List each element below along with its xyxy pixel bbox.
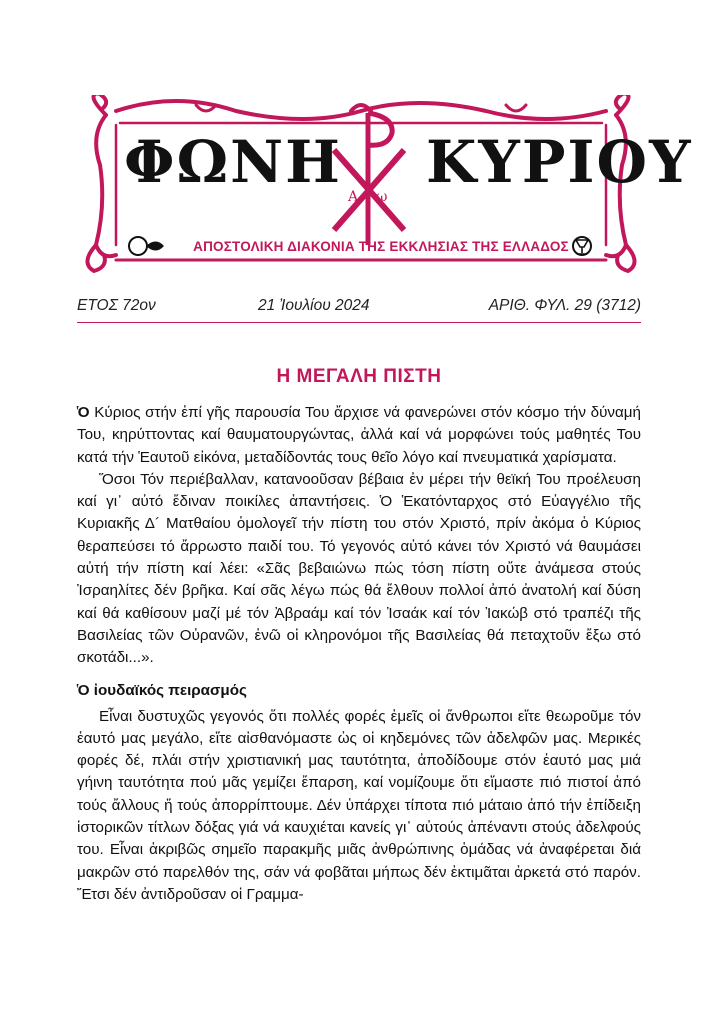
fish-symbol-icon [129, 237, 164, 255]
drop-initial: Ὁ [77, 404, 90, 421]
paragraph: Ὅσοι Τόν περιέβαλλαν, κατανοοῦσαν βέβαια ἐν μέρει τήν θεϊκή Του προέλευση καί γι᾽ αὐτό ἔδιναν ποικίλες ἀπαντήσεις. Ὁ Ἑκατόνταρχος στό Εὐαγγέλιο τῆς Κυριακῆς Δ´ Ματθαίου ὁμολογεῖ τήν πίστη του στόν Χριστό, πρίν ἀκόμα ὁ Κύριος θεραπεύσει τό ἄρρωστο παιδί του. Τό γεγονός αὐτό κάνει τόν Χριστό νά θαυμάσει αὐτή τήν πίστη καί λέει: «Σᾶς βεβαιώνω πώς τόση πίστη οὔτε ἀνάμεσα στούς Ἰσραηλίτες δέν βρῆκα. Καί σᾶς λέγω πώς θά ἔλθουν πολλοί ἀπό ἀνατολή καί δύση καί θά καθίσουν μαζί μέ τόν Ἀβραάμ καί τόν Ἰσαάκ καί τόν Ἰακώβ στό τραπέζι τῆς Βασιλείας τῶν Οὐρανῶν, ἐνῶ οἱ κληρονόμοι τῆς Βασιλείας θά πεταχτοῦν ἔξω στό σκοτάδι...». [77, 470, 641, 667]
issue-info-line [77, 297, 641, 317]
masthead [76, 95, 693, 275]
section-heading: Ὁ ἰουδαϊκός πειρασμός [77, 681, 247, 699]
divider [77, 322, 641, 323]
paragraph [77, 402, 641, 469]
omega-letter: ω [376, 189, 388, 205]
article-body [77, 402, 641, 906]
issue-date: 21 Ἰουλίου 2024 [258, 297, 370, 314]
alpha-letter: Α [348, 189, 359, 205]
article-title: Η ΜΕΓΑΛΗ ΠΙΣΤΗ [276, 366, 442, 387]
masthead-title-left: ΦΩΝΗ [124, 128, 342, 196]
chi-rho-emblem [334, 113, 404, 245]
masthead-subtitle: ΑΠΟΣΤΟΛΙΚΗ ΔΙΑΚΟΝΙΑ ΤΗΣ ΕΚΚΛΗΣΙΑΣ ΤΗΣ ΕΛΛΑΔΟΣ [193, 239, 569, 254]
issue-year: ΕΤΟΣ 72ον [77, 297, 156, 314]
paragraph: Εἶναι δυστυχῶς γεγονός ὅτι πολλές φορές ἐμεῖς οἱ ἄνθρωποι εἴτε θεωροῦμε τόν ἑαυτό μας μεγάλο, εἴτε αἰσθανόμαστε ὡς οἱ κηδεμόνες τῶν ἀδελφῶν μας. Μερικές φορές δέ, πλάι στήν χριστιανική μας ταυτότητα, ἀποδίδουμε στόν ἑαυτό μας μιά γήινη ταυτότητα πού μᾶς γεμίζει ἔπαρση, καί νομίζουμε ὅτι εἴμαστε πιό πιστοί ἀπό τούς ἄλλους ἤ τούς ἀπορρίπτουμε. Δέν ὑπάρχει τίποτα πιό μάταιο ἀπό τήν ἐπίδειξη ἱστορικῶν τίτλων δόξας γιά νά καυχιέται κανείς γι᾽ αὐτούς ἀπέναντι στούς ἀδελφούς του. Εἶναι ἀκριβῶς σημεῖο παρακμῆς μιᾶς ἀνθρώπινης ὁμάδας νά ἀναφέρεται διά μακρῶν στό παρελθόν της, σάν νά φοβᾶται μήπως δέν ἐκτιμᾶται ἀρκετά στό παρόν. Ἔτσι δέν ἀντιδροῦσαν οἱ Γραμμα- [77, 707, 641, 903]
issue-number: ΑΡΙΘ. ΦΥΛ. 29 (3712) [488, 297, 641, 314]
masthead-title-right: ΚΥΡΙΟΥ [426, 128, 693, 196]
paragraph-text: Κύριος στήν ἐπί γῆς παρουσία Του ἄρχισε νά φανερώνει στόν κόσμο τήν δύναμή Του, κηρύττοντας καί θαυματουργώντας, ἀλλά καί νά μορφώνει τούς μαθητές Του κατά τήν Ἑαυτοῦ εἰκόνα, μεταδίδοντάς τους θεῖο λόγο καί πνευματικά χαρίσματα. [77, 404, 641, 466]
